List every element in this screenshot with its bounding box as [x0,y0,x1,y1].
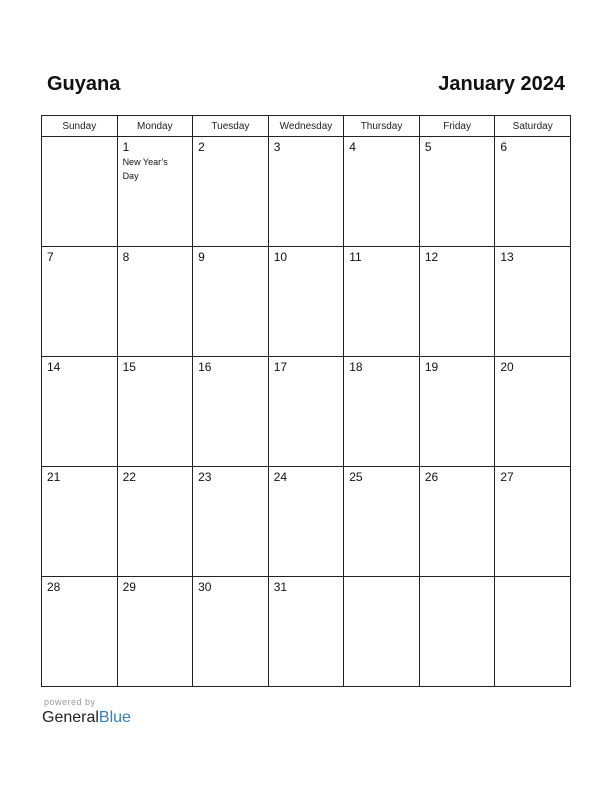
day-number: 28 [47,580,61,594]
day-cell [42,137,118,247]
day-cell [42,357,118,467]
day-number: 5 [424,140,432,154]
brand-name-blue: Blue [98,709,131,726]
week-row-4 [42,467,571,577]
day-cell [344,357,420,467]
day-cell [419,357,495,467]
day-number: 22 [122,470,136,484]
day-cell [268,467,344,577]
day-number: 30 [198,580,212,594]
day-number: 26 [424,470,439,484]
day-cell [42,467,118,577]
day-cell [117,467,193,577]
day-number: 21 [47,470,61,484]
day-cell [193,137,269,247]
weekday-friday: Friday [419,116,495,137]
day-number: 6 [500,140,508,154]
day-cell [344,577,420,687]
day-number: 23 [198,470,212,484]
day-cell [419,577,495,687]
day-cell [193,577,269,687]
day-number: 27 [500,470,514,484]
day-number: 17 [273,360,288,374]
day-number: 1 [122,140,130,154]
day-cell [495,247,571,357]
day-number: 19 [424,360,439,374]
day-number [495,577,570,580]
day-cell [42,247,118,357]
day-cell [268,137,344,247]
day-number: 9 [198,250,205,264]
weekday-header-row [42,116,571,137]
day-number [42,137,117,140]
day-cell [419,247,495,357]
day-number: 10 [273,250,288,264]
day-number: 7 [47,250,54,264]
day-cell [268,247,344,357]
day-number: 31 [273,580,288,594]
day-number: 12 [424,250,439,264]
day-number [420,577,495,580]
day-cell [495,357,571,467]
day-cell [495,467,571,577]
day-cell [193,357,269,467]
day-number: 2 [198,140,205,154]
day-cell [193,247,269,357]
day-cell [495,577,571,687]
country-title: Guyana [47,73,121,95]
day-cell [344,137,420,247]
day-cell [419,137,495,247]
day-cell [193,467,269,577]
day-number [344,577,419,580]
weekday-sunday: Sunday [42,116,118,137]
day-number: 29 [122,580,136,594]
day-cell [344,247,420,357]
day-number: 3 [273,140,281,154]
day-cell [42,577,118,687]
day-cell [419,467,495,577]
day-number: 11 [349,250,362,264]
brand-logo [42,708,131,728]
day-cell [117,137,193,247]
month-year-title: January 2024 [438,73,565,95]
week-row-2 [42,247,571,357]
powered-by-text: powered by [44,697,96,707]
weekday-thursday: Thursday [344,116,420,137]
holiday-label: New Year’s Day [122,157,168,181]
week-row-1 [42,137,571,247]
day-number: 13 [500,250,514,264]
day-cell [268,577,344,687]
weekday-saturday: Saturday [495,116,571,137]
day-number: 20 [500,360,514,374]
weekday-wednesday: Wednesday [268,116,344,137]
calendar-grid [41,115,571,687]
day-number: 24 [273,470,288,484]
day-number: 25 [349,470,363,484]
weekday-monday: Monday [117,116,193,137]
day-number: 8 [122,250,130,264]
day-cell [495,137,571,247]
day-number: 18 [349,360,363,374]
day-number: 16 [198,360,212,374]
day-number: 15 [122,360,136,374]
footer-branding [42,697,131,728]
day-cell [117,577,193,687]
day-number: 4 [349,140,356,154]
day-cell [117,247,193,357]
brand-name-general: General [42,709,99,726]
weekday-tuesday: Tuesday [193,116,269,137]
week-row-3 [42,357,571,467]
day-cell [344,467,420,577]
day-cell [268,357,344,467]
day-number: 14 [47,360,61,374]
week-row-5 [42,577,571,687]
day-cell [117,357,193,467]
